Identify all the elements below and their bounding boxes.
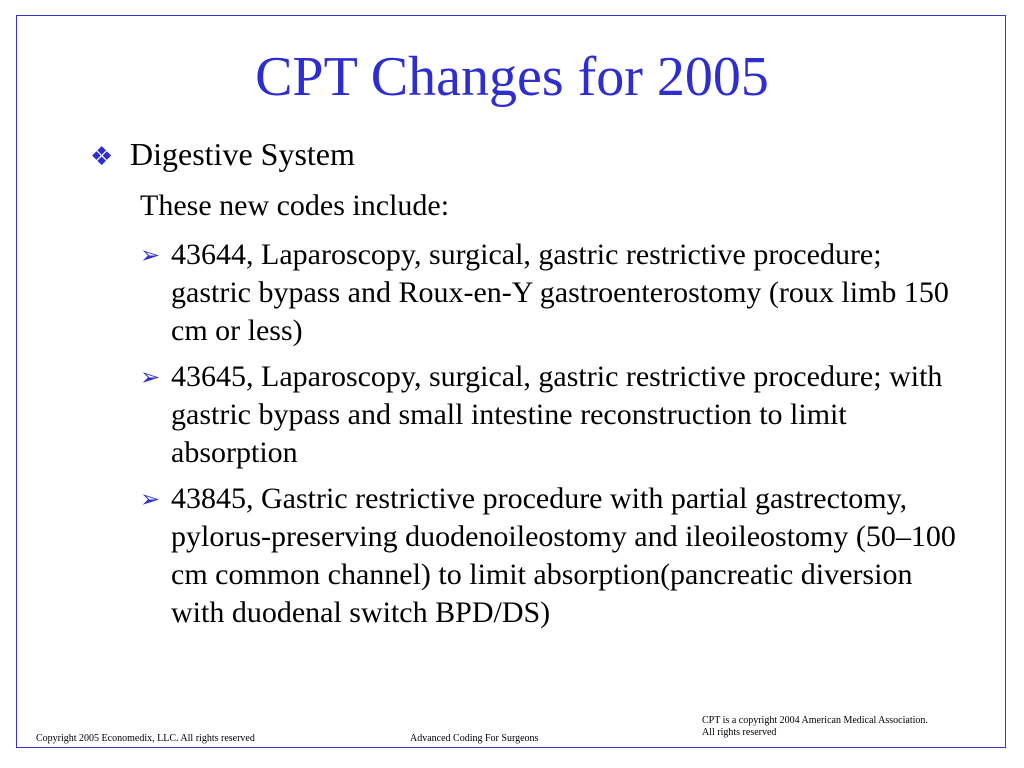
arrow-bullet-icon: ➢ [140,485,161,513]
section-heading-row [90,134,355,177]
footer-course-title: Advanced Coding For Surgeons [410,733,539,744]
code-list-item [140,236,960,350]
footer-copyright: Copyright 2005 Economedix, LLC. All rights reserved [36,733,255,744]
footer-cpt-notice-line1: CPT is a copyright 2004 American Medical Association. [702,715,928,726]
footer-cpt-notice [702,715,992,739]
code-description: 43644, Laparoscopy, surgical, gastric restrictive procedure; gastric bypass and Roux-en-Y gastroenterostomy (roux limb 150 cm or less) [171,238,949,347]
footer-cpt-notice-line2: All rights reserved [702,727,777,738]
code-list [140,236,960,640]
intro-text: These new codes include: [140,189,450,222]
arrow-bullet-icon: ➢ [140,241,161,269]
section-heading: Digestive System [130,136,355,172]
code-description: 43645, Laparoscopy, surgical, gastric restrictive procedure; with gastric bypass and small intestine reconstruction to limit absorption [171,360,943,469]
code-list-item [140,358,960,472]
code-list-item [140,480,960,632]
slide-title: CPT Changes for 2005 [255,46,769,108]
arrow-bullet-icon: ➢ [140,363,161,391]
diamond-bullet-icon: ❖ [90,142,114,172]
code-description: 43845, Gastric restrictive procedure with partial gastrectomy, pylorus-preserving duodenoileostomy and ileoileostomy (50–100 cm common channel) to limit absorption(pancreatic diversion with duodenal switch BPD/DS) [171,482,956,629]
